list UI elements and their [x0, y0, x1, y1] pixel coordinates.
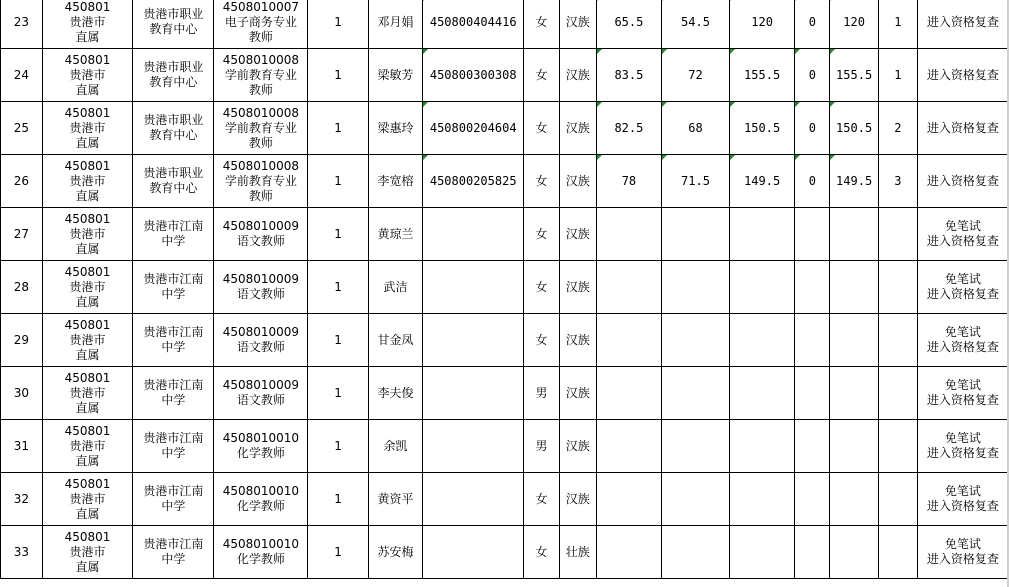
result-cell[interactable]: 进入资格复查: [917, 49, 1008, 102]
quota-cell[interactable]: 1: [308, 261, 368, 314]
final-score-cell[interactable]: [830, 208, 879, 261]
candidate-name-cell[interactable]: 甘金凤: [368, 314, 423, 367]
final-score-cell[interactable]: [830, 420, 879, 473]
total-score-cell[interactable]: 149.5: [729, 155, 795, 208]
seq-cell[interactable]: 29: [1, 314, 43, 367]
gender-cell[interactable]: 女: [524, 261, 560, 314]
rank-cell[interactable]: 3: [879, 155, 918, 208]
exam-number-cell[interactable]: 450800404416: [423, 0, 524, 49]
post-code-cell[interactable]: 4508010009 语文教师: [214, 314, 308, 367]
exam-number-cell[interactable]: 450800300308: [423, 49, 524, 102]
gender-cell[interactable]: 男: [524, 367, 560, 420]
rank-cell[interactable]: [879, 261, 918, 314]
score-a-cell[interactable]: [596, 208, 662, 261]
unit-code-cell[interactable]: 450801 贵港市 直属: [42, 261, 133, 314]
bonus-cell[interactable]: 0: [795, 102, 830, 155]
employer-cell[interactable]: 贵港市江南 中学: [133, 261, 214, 314]
candidate-name-cell[interactable]: 梁惠玲: [368, 102, 423, 155]
bonus-cell[interactable]: [795, 473, 830, 526]
total-score-cell[interactable]: 155.5: [729, 49, 795, 102]
seq-cell[interactable]: 24: [1, 49, 43, 102]
ethnicity-cell[interactable]: 汉族: [559, 261, 596, 314]
unit-code-cell[interactable]: 450801 贵港市 直属: [42, 420, 133, 473]
total-score-cell[interactable]: [729, 367, 795, 420]
result-cell[interactable]: 免笔试 进入资格复查: [917, 261, 1008, 314]
bonus-cell[interactable]: [795, 261, 830, 314]
score-a-cell[interactable]: 82.5: [596, 102, 662, 155]
ethnicity-cell[interactable]: 汉族: [559, 155, 596, 208]
post-code-cell[interactable]: 4508010007 电子商务专业 教师: [214, 0, 308, 49]
result-cell[interactable]: 免笔试 进入资格复查: [917, 420, 1008, 473]
exam-number-cell[interactable]: [423, 314, 524, 367]
post-code-cell[interactable]: 4508010009 语文教师: [214, 261, 308, 314]
table-row: [1, 261, 1009, 314]
final-score-cell[interactable]: 149.5: [830, 155, 879, 208]
rank-cell[interactable]: [879, 420, 918, 473]
quota-cell[interactable]: 1: [308, 420, 368, 473]
gender-cell[interactable]: 女: [524, 208, 560, 261]
employer-cell[interactable]: 贵港市江南 中学: [133, 526, 214, 579]
unit-code-cell[interactable]: 450801 贵港市 直属: [42, 155, 133, 208]
post-code-cell[interactable]: 4508010010 化学教师: [214, 526, 308, 579]
final-score-cell[interactable]: [830, 526, 879, 579]
candidate-name-cell[interactable]: 李夫俊: [368, 367, 423, 420]
total-score-cell[interactable]: [729, 420, 795, 473]
quota-cell[interactable]: 1: [308, 314, 368, 367]
candidate-name-cell[interactable]: 余凯: [368, 420, 423, 473]
ethnicity-cell[interactable]: 汉族: [559, 420, 596, 473]
employer-cell[interactable]: 贵港市江南 中学: [133, 420, 214, 473]
final-score-cell[interactable]: 155.5: [830, 49, 879, 102]
gender-cell[interactable]: 女: [524, 49, 560, 102]
table-row: [1, 526, 1009, 579]
post-code-cell[interactable]: 4508010009 语文教师: [214, 208, 308, 261]
post-code-cell[interactable]: 4508010008 学前教育专业 教师: [214, 102, 308, 155]
seq-cell[interactable]: 33: [1, 526, 43, 579]
total-score-cell[interactable]: 150.5: [729, 102, 795, 155]
unit-code-cell[interactable]: 450801 贵港市 直属: [42, 367, 133, 420]
score-a-cell[interactable]: 78: [596, 155, 662, 208]
exam-number-cell[interactable]: [423, 420, 524, 473]
result-cell[interactable]: 免笔试 进入资格复查: [917, 526, 1008, 579]
rank-cell[interactable]: [879, 208, 918, 261]
total-score-cell[interactable]: [729, 473, 795, 526]
score-a-cell[interactable]: [596, 367, 662, 420]
employer-cell[interactable]: 贵港市职业 教育中心: [133, 49, 214, 102]
employer-cell[interactable]: 贵港市职业 教育中心: [133, 102, 214, 155]
unit-code-cell[interactable]: 450801 贵港市 直属: [42, 208, 133, 261]
exam-number-cell[interactable]: [423, 208, 524, 261]
score-b-cell[interactable]: 68: [662, 102, 730, 155]
total-score-cell[interactable]: 120: [729, 0, 795, 49]
quota-cell[interactable]: 1: [308, 102, 368, 155]
rank-cell[interactable]: 2: [879, 102, 918, 155]
bonus-cell[interactable]: [795, 208, 830, 261]
table-row: [1, 314, 1009, 367]
exam-number-cell[interactable]: 450800205825: [423, 155, 524, 208]
unit-code-cell[interactable]: 450801 贵港市 直属: [42, 526, 133, 579]
ethnicity-cell[interactable]: 汉族: [559, 367, 596, 420]
quota-cell[interactable]: 1: [308, 526, 368, 579]
unit-code-cell[interactable]: 450801 贵港市 直属: [42, 49, 133, 102]
table-row: [1, 49, 1009, 102]
ethnicity-cell[interactable]: 汉族: [559, 314, 596, 367]
bonus-cell[interactable]: [795, 420, 830, 473]
score-a-cell[interactable]: [596, 526, 662, 579]
score-a-cell[interactable]: [596, 261, 662, 314]
employer-cell[interactable]: 贵港市江南 中学: [133, 473, 214, 526]
gender-cell[interactable]: 男: [524, 420, 560, 473]
table-row: [1, 208, 1009, 261]
score-a-cell[interactable]: [596, 473, 662, 526]
seq-cell[interactable]: 30: [1, 367, 43, 420]
score-a-cell[interactable]: 65.5: [596, 0, 662, 49]
total-score-cell[interactable]: [729, 526, 795, 579]
employer-cell[interactable]: 贵港市职业 教育中心: [133, 155, 214, 208]
table-row: [1, 367, 1009, 420]
candidate-name-cell[interactable]: 黄资平: [368, 473, 423, 526]
quota-cell[interactable]: 1: [308, 155, 368, 208]
rank-cell[interactable]: [879, 526, 918, 579]
employer-cell[interactable]: 贵港市江南 中学: [133, 208, 214, 261]
final-score-cell[interactable]: [830, 473, 879, 526]
score-a-cell[interactable]: 83.5: [596, 49, 662, 102]
ethnicity-cell[interactable]: 汉族: [559, 208, 596, 261]
table-row: [1, 420, 1009, 473]
exam-number-cell[interactable]: [423, 367, 524, 420]
score-b-cell[interactable]: [662, 367, 730, 420]
candidate-name-cell[interactable]: 黄琼兰: [368, 208, 423, 261]
total-score-cell[interactable]: [729, 208, 795, 261]
result-cell[interactable]: 进入资格复查: [917, 102, 1008, 155]
score-b-cell[interactable]: [662, 473, 730, 526]
score-b-cell[interactable]: [662, 208, 730, 261]
rank-cell[interactable]: 1: [879, 0, 918, 49]
gender-cell[interactable]: 女: [524, 155, 560, 208]
bonus-cell[interactable]: 0: [795, 155, 830, 208]
score-a-cell[interactable]: [596, 314, 662, 367]
gender-cell[interactable]: 女: [524, 314, 560, 367]
unit-code-cell[interactable]: 450801 贵港市 直属: [42, 314, 133, 367]
unit-code-cell[interactable]: 450801 贵港市 直属: [42, 0, 133, 49]
post-code-cell[interactable]: 4508010010 化学教师: [214, 420, 308, 473]
score-b-cell[interactable]: 71.5: [662, 155, 730, 208]
score-b-cell[interactable]: 54.5: [662, 0, 730, 49]
seq-cell[interactable]: 31: [1, 420, 43, 473]
final-score-cell[interactable]: [830, 367, 879, 420]
total-score-cell[interactable]: [729, 261, 795, 314]
employer-cell[interactable]: 贵港市职业 教育中心: [133, 0, 214, 49]
unit-code-cell[interactable]: 450801 贵港市 直属: [42, 102, 133, 155]
rank-cell[interactable]: [879, 473, 918, 526]
post-code-cell[interactable]: 4508010010 化学教师: [214, 473, 308, 526]
score-b-cell[interactable]: 72: [662, 49, 730, 102]
bonus-cell[interactable]: [795, 367, 830, 420]
quota-cell[interactable]: 1: [308, 0, 368, 49]
score-b-cell[interactable]: [662, 314, 730, 367]
candidate-name-cell[interactable]: 邓月娟: [368, 0, 423, 49]
seq-cell[interactable]: 25: [1, 102, 43, 155]
unit-code-cell[interactable]: 450801 贵港市 直属: [42, 473, 133, 526]
ethnicity-cell[interactable]: 汉族: [559, 102, 596, 155]
quota-cell[interactable]: 1: [308, 367, 368, 420]
ethnicity-cell[interactable]: 汉族: [559, 473, 596, 526]
seq-cell[interactable]: 28: [1, 261, 43, 314]
final-score-cell[interactable]: 120: [830, 0, 879, 49]
final-score-cell[interactable]: [830, 261, 879, 314]
quota-cell[interactable]: 1: [308, 49, 368, 102]
employer-cell[interactable]: 贵港市江南 中学: [133, 367, 214, 420]
gender-cell[interactable]: 女: [524, 473, 560, 526]
ethnicity-cell[interactable]: 壮族: [559, 526, 596, 579]
result-cell[interactable]: 进入资格复查: [917, 0, 1008, 49]
bonus-cell[interactable]: 0: [795, 0, 830, 49]
rank-cell[interactable]: [879, 367, 918, 420]
score-b-cell[interactable]: [662, 420, 730, 473]
gender-cell[interactable]: 女: [524, 102, 560, 155]
total-score-cell[interactable]: [729, 314, 795, 367]
bonus-cell[interactable]: [795, 526, 830, 579]
post-code-cell[interactable]: 4508010008 学前教育专业 教师: [214, 155, 308, 208]
quota-cell[interactable]: 1: [308, 473, 368, 526]
result-cell[interactable]: 免笔试 进入资格复查: [917, 314, 1008, 367]
result-cell[interactable]: 免笔试 进入资格复查: [917, 473, 1008, 526]
quota-cell[interactable]: 1: [308, 208, 368, 261]
table-row: [1, 102, 1009, 155]
gender-cell[interactable]: 女: [524, 526, 560, 579]
employer-cell[interactable]: 贵港市江南 中学: [133, 314, 214, 367]
table-row: [1, 473, 1009, 526]
seq-cell[interactable]: 27: [1, 208, 43, 261]
seq-cell[interactable]: 23: [1, 0, 43, 49]
final-score-cell[interactable]: [830, 314, 879, 367]
seq-cell[interactable]: 26: [1, 155, 43, 208]
candidate-name-cell[interactable]: 梁敏芳: [368, 49, 423, 102]
table-row: [1, 155, 1009, 208]
exam-number-cell[interactable]: [423, 261, 524, 314]
rank-cell[interactable]: 1: [879, 49, 918, 102]
post-code-cell[interactable]: 4508010008 学前教育专业 教师: [214, 49, 308, 102]
table-row: [1, 0, 1009, 49]
ethnicity-cell[interactable]: 汉族: [559, 49, 596, 102]
exam-number-cell[interactable]: 450800204604: [423, 102, 524, 155]
bonus-cell[interactable]: 0: [795, 49, 830, 102]
candidate-name-cell[interactable]: 李宽榕: [368, 155, 423, 208]
bonus-cell[interactable]: [795, 314, 830, 367]
gender-cell[interactable]: 女: [524, 0, 560, 49]
final-score-cell[interactable]: 150.5: [830, 102, 879, 155]
ethnicity-cell[interactable]: 汉族: [559, 0, 596, 49]
candidate-name-cell[interactable]: 武洁: [368, 261, 423, 314]
rank-cell[interactable]: [879, 314, 918, 367]
post-code-cell[interactable]: 4508010009 语文教师: [214, 367, 308, 420]
score-b-cell[interactable]: [662, 526, 730, 579]
candidate-name-cell[interactable]: 苏安梅: [368, 526, 423, 579]
seq-cell[interactable]: 32: [1, 473, 43, 526]
score-a-cell[interactable]: [596, 420, 662, 473]
result-cell[interactable]: 免笔试 进入资格复查: [917, 367, 1008, 420]
result-cell[interactable]: 免笔试 进入资格复查: [917, 208, 1008, 261]
exam-number-cell[interactable]: [423, 473, 524, 526]
exam-number-cell[interactable]: [423, 526, 524, 579]
score-b-cell[interactable]: [662, 261, 730, 314]
result-cell[interactable]: 进入资格复查: [917, 155, 1008, 208]
